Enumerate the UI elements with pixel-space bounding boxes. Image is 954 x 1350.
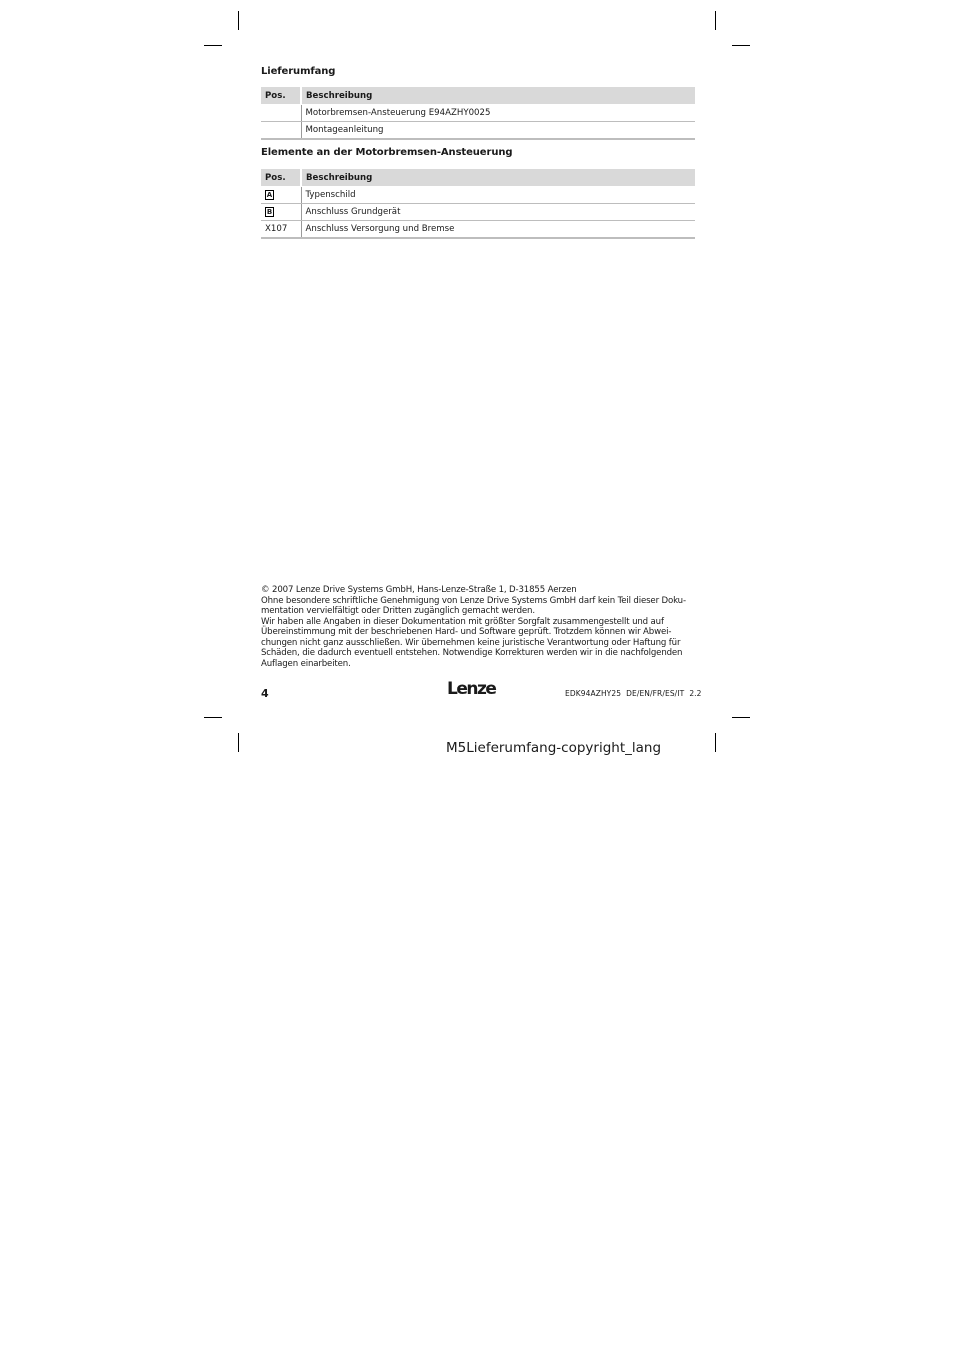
cell-pos: [261, 122, 301, 140]
table-row: [261, 204, 695, 221]
cell-description: Motorbremsen-Ansteuerung E94AZHY0025: [301, 105, 695, 122]
page-number: 4: [261, 687, 269, 700]
elemente-table: [261, 169, 695, 239]
table-row: [261, 105, 695, 122]
copyright-line: © 2007 Lenze Drive Systems GmbH, Hans-Lenze-Straße 1, D-31855 Aerzen: [261, 585, 577, 595]
column-header-beschreibung: Beschreibung: [301, 87, 695, 105]
table-header-row: [261, 87, 695, 105]
crop-mark: [238, 11, 239, 30]
section-title-elemente: Elemente an der Motorbremsen-Ansteuerung: [261, 147, 513, 158]
cell-pos: [261, 105, 301, 122]
position-marker-b: B: [266, 208, 273, 216]
crop-mark: [732, 717, 750, 718]
table-row: [261, 187, 695, 204]
document-code: [565, 689, 702, 698]
table-row: [261, 221, 695, 239]
column-header-beschreibung: Beschreibung: [301, 169, 695, 187]
crop-mark: [715, 733, 716, 752]
cell-description: Anschluss Grundgerät: [301, 204, 695, 221]
crop-mark: [732, 45, 750, 46]
cell-pos: [261, 204, 301, 221]
crop-mark: [204, 717, 222, 718]
cell-description: Montageanleitung: [301, 122, 695, 140]
cell-pos: X107: [261, 221, 301, 239]
section-title-lieferumfang: Lieferumfang: [261, 66, 336, 77]
copyright-block: [261, 585, 695, 669]
table-header-row: [261, 169, 695, 187]
lenze-logo: Lenze: [447, 679, 496, 699]
document-version: 2.2: [689, 689, 702, 698]
column-header-pos: Pos.: [261, 169, 301, 187]
cell-description: Typenschild: [301, 187, 695, 204]
copyright-paragraph: Ohne besondere schriftliche Genehmigung von Lenze Drive Systems GmbH darf kein Teil dieser Doku- mentation vervielfältigt oder Dritten zugänglich gemacht werden.: [261, 595, 686, 616]
lieferumfang-table: [261, 87, 695, 140]
crop-mark: [204, 45, 222, 46]
file-caption: M5Lieferumfang-copyright_lang: [446, 740, 662, 756]
disclaimer-paragraph: Wir haben alle Angaben in dieser Dokumentation mit größter Sorgfalt zusammengestellt und auf Übereinstimmung mit der beschriebenen Hard- und Software geprüft. Trotzdem können wir Abwei- chungen nicht ganz ausschließen. Wir übernehmen keine juristische Verantwortung oder Haftung für Schäden, die dadurch eventuell entstehen. Notwendige Korrekturen werden wir in die nachfolgenden Auflagen einarbeiten.: [261, 616, 683, 669]
crop-mark: [715, 11, 716, 30]
crop-mark: [238, 733, 239, 752]
document-id: EDK94AZHY25: [565, 689, 622, 698]
column-header-pos: Pos.: [261, 87, 301, 105]
position-marker-a: A: [266, 191, 273, 199]
cell-description: Anschluss Versorgung und Bremse: [301, 221, 695, 239]
table-row: [261, 122, 695, 140]
document-languages: DE/EN/FR/ES/IT: [626, 689, 685, 698]
cell-pos: [261, 187, 301, 204]
